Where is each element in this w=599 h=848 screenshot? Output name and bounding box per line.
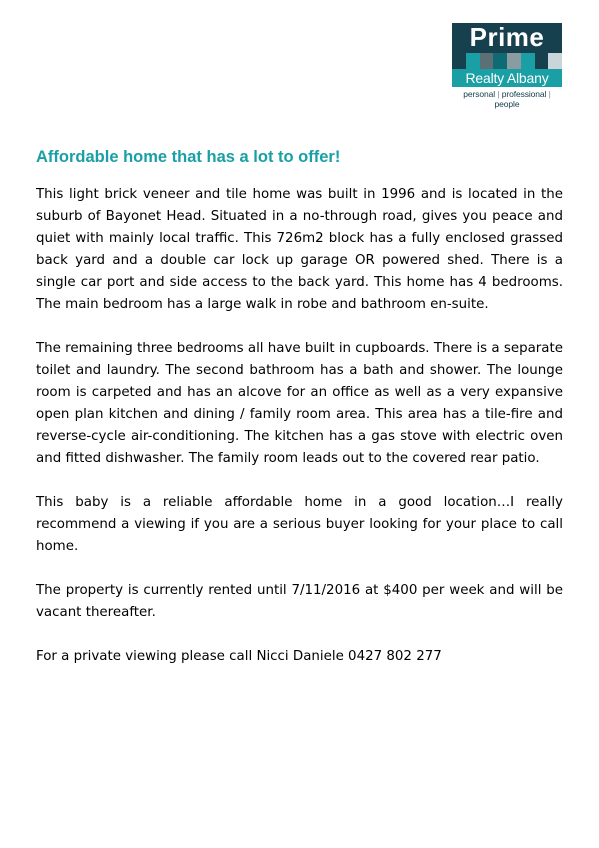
rental-status-paragraph: The property is currently rented until 7/11/2016 at $400 per week and will be vacant thereafter.: [36, 583, 563, 620]
tagline-word: professional: [501, 89, 547, 99]
logo-stripe: [548, 53, 562, 69]
contact-paragraph: For a private viewing please call Nicci Daniele 0427 802 277: [36, 649, 442, 664]
logo-tagline: personal | professional | people: [463, 89, 551, 109]
logo-stripe: [466, 53, 480, 69]
listing-description: [36, 184, 563, 690]
logo-stripe: [452, 53, 466, 69]
description-paragraph: The remaining three bedrooms all have built in cupboards. There is a separate toilet and laundry. The second bathroom has a bath and shower. The lounge room is carpeted and has an alcove for an office as well as a very expansive open plan kitchen and dining / family room area. This area has a tile-fire and reverse-cycle air-conditioning. The kitchen has a gas stove with electric oven and fitted dishwasher. The family room leads out to the covered rear patio.: [36, 341, 563, 466]
logo-color-stripes: [452, 53, 562, 69]
tagline-word: people: [494, 99, 520, 109]
logo-stripe: [480, 53, 494, 69]
logo-stripe: [535, 53, 549, 69]
description-paragraph: This light brick veneer and tile home was built in 1996 and is located in the suburb of Bayonet Head. Situated in a no-through road, gives you peace and quiet with mainly local traffic. This 726m2 block has a fully enclosed grassed back yard and a double car lock up garage OR powered shed. There is a single car port and side access to the back yard. This home has 4 bedrooms. The main bedroom has a large walk in robe and bathroom en-suite.: [36, 187, 563, 312]
tagline-word: personal: [463, 89, 496, 99]
company-logo: [452, 23, 562, 109]
logo-subtitle: Realty Albany: [452, 69, 562, 87]
logo-stripe: [507, 53, 521, 69]
logo-brand-name: Prime: [452, 23, 562, 53]
logo-stripe: [493, 53, 507, 69]
listing-heading: Affordable home that has a lot to offer!: [36, 148, 341, 166]
logo-stripe: [521, 53, 535, 69]
description-paragraph: This baby is a reliable affordable home in a good location…I really recommend a viewing if you are a serious buyer looking for your place to call home.: [36, 495, 563, 554]
